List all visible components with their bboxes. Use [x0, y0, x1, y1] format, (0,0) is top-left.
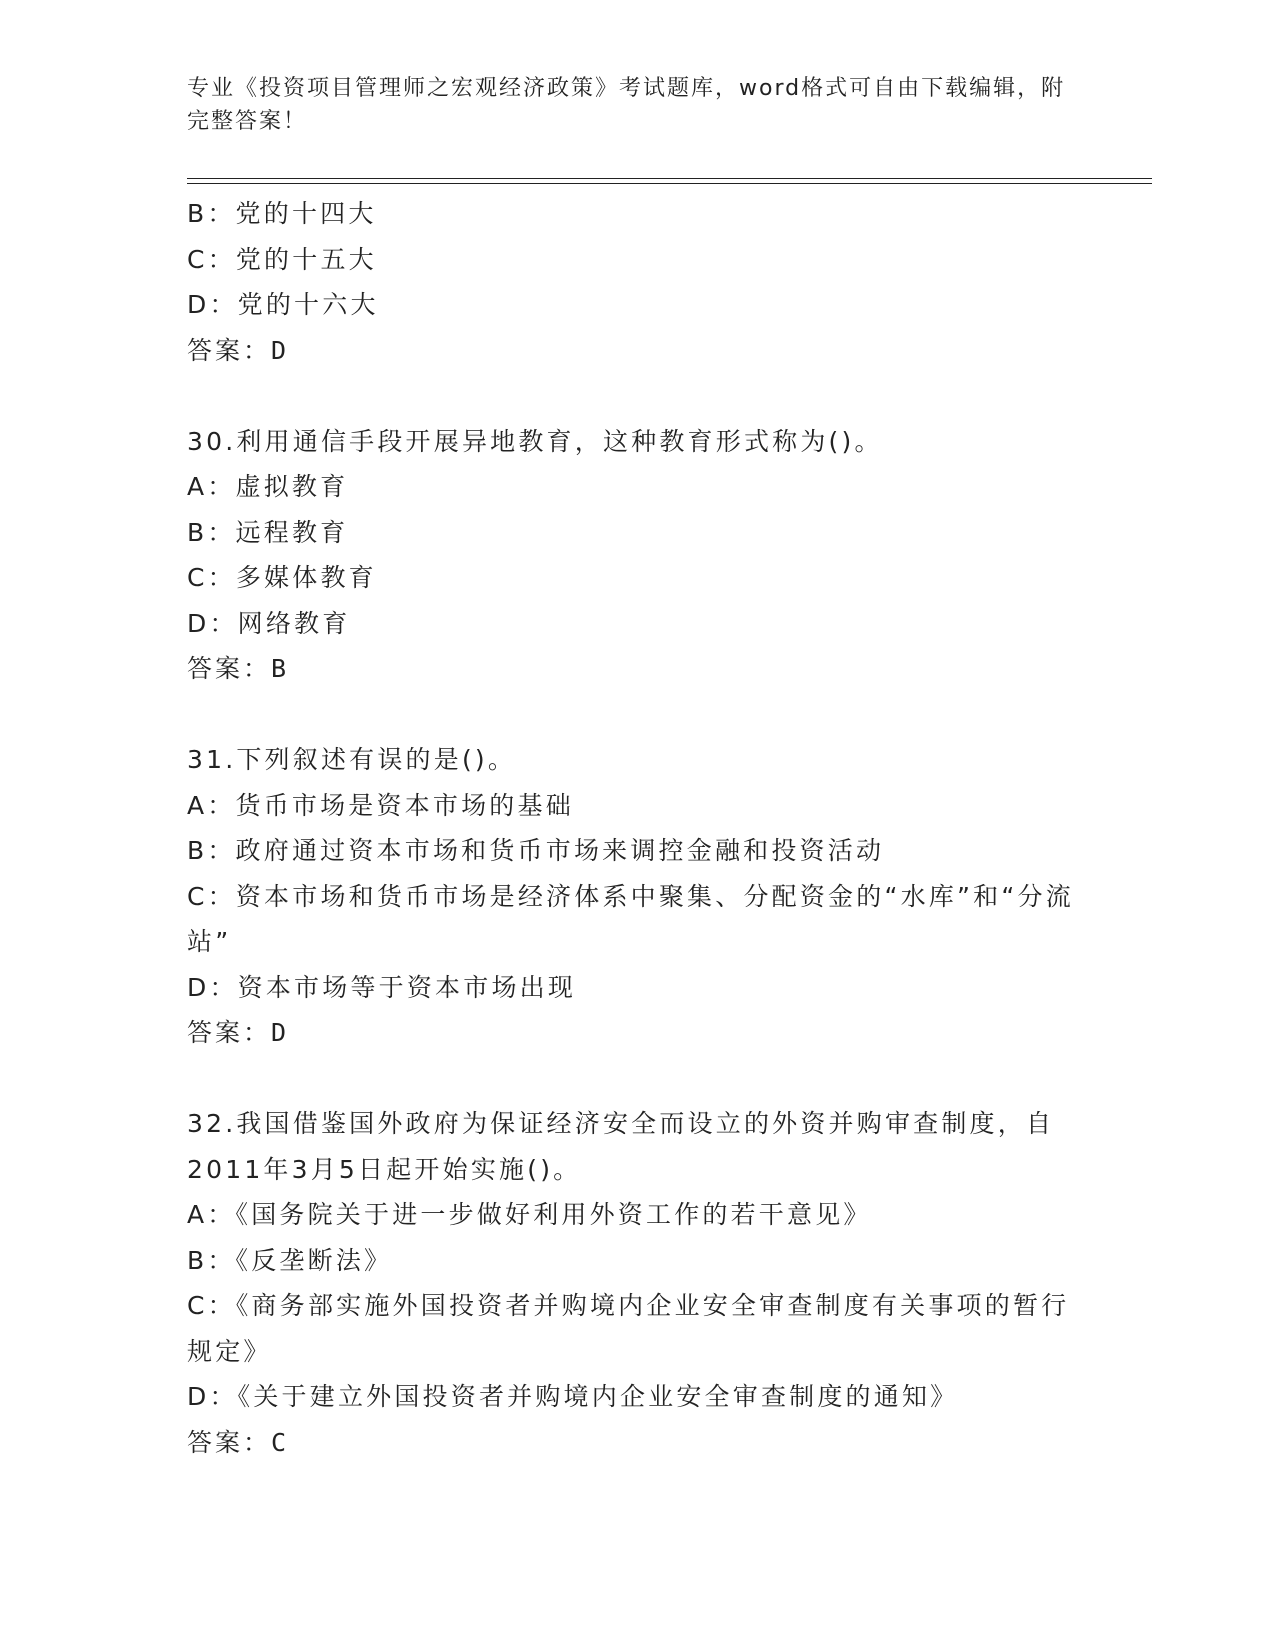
option-b: B：党的十四大	[187, 199, 377, 228]
spacer	[187, 373, 1087, 419]
option-d: D：网络教育	[187, 608, 351, 638]
option-d: D：《关于建立外国投资者并购境内企业安全审查制度的通知》	[187, 1382, 959, 1411]
option-c: C：多媒体教育	[187, 563, 377, 592]
document-header: 专业《投资项目管理师之宏观经济政策》考试题库，word格式可自由下载编辑，附完整答案！	[187, 76, 1066, 134]
option-a: A：《国务院关于进一步做好利用外资工作的若干意见》	[187, 1200, 872, 1229]
answer-line	[187, 1010, 1087, 1056]
question-31	[187, 737, 1087, 1056]
option-b: B：政府通过资本市场和货币市场来调控金融和投资活动	[187, 836, 885, 865]
answer-value: C	[271, 1427, 288, 1457]
answer-label: 答案：	[187, 1427, 272, 1457]
question-fragment	[187, 191, 1087, 373]
option-d: D：资本市场等于资本市场出现	[187, 972, 577, 1002]
answer-line	[187, 328, 1087, 374]
question-stem: 30.利用通信手段开展异地教育，这种教育形式称为()。	[187, 426, 883, 456]
answer-line	[187, 646, 1087, 692]
spacer	[187, 1056, 1087, 1102]
answer-label: 答案：	[187, 335, 272, 365]
answer-label: 答案：	[187, 1018, 272, 1047]
option-a: A：虚拟教育	[187, 472, 349, 501]
answer-value: B	[271, 654, 288, 683]
answer-value: D	[271, 1018, 288, 1047]
answer-label: 答案：	[187, 654, 272, 683]
option-c: C：《商务部实施外国投资者并购境内企业安全审查制度有关事项的暂行规定》	[187, 1291, 1070, 1366]
question-30	[187, 419, 1087, 692]
document-body	[187, 191, 1087, 1465]
question-stem: 32.我国借鉴国外政府为保证经济安全而设立的外资并购审查制度，自2011年3月5日起开始实施()。	[187, 1109, 1055, 1184]
option-b: B：《反垄断法》	[187, 1245, 393, 1275]
spacer	[187, 692, 1087, 738]
question-32	[187, 1101, 1087, 1465]
option-c: C：党的十五大	[187, 244, 377, 274]
option-c: C：资本市场和货币市场是经济体系中聚集、分配资金的“水库”和“分流站”	[187, 881, 1074, 956]
option-d: D：党的十六大	[187, 290, 379, 319]
answer-line	[187, 1420, 1087, 1466]
answer-value: D	[271, 335, 288, 365]
header-rule-bottom	[187, 183, 1152, 184]
question-stem: 31.下列叙述有误的是()。	[187, 745, 517, 774]
option-a: A：货币市场是资本市场的基础	[187, 790, 574, 820]
header-rule-top	[187, 178, 1152, 179]
option-b: B：远程教育	[187, 517, 349, 547]
